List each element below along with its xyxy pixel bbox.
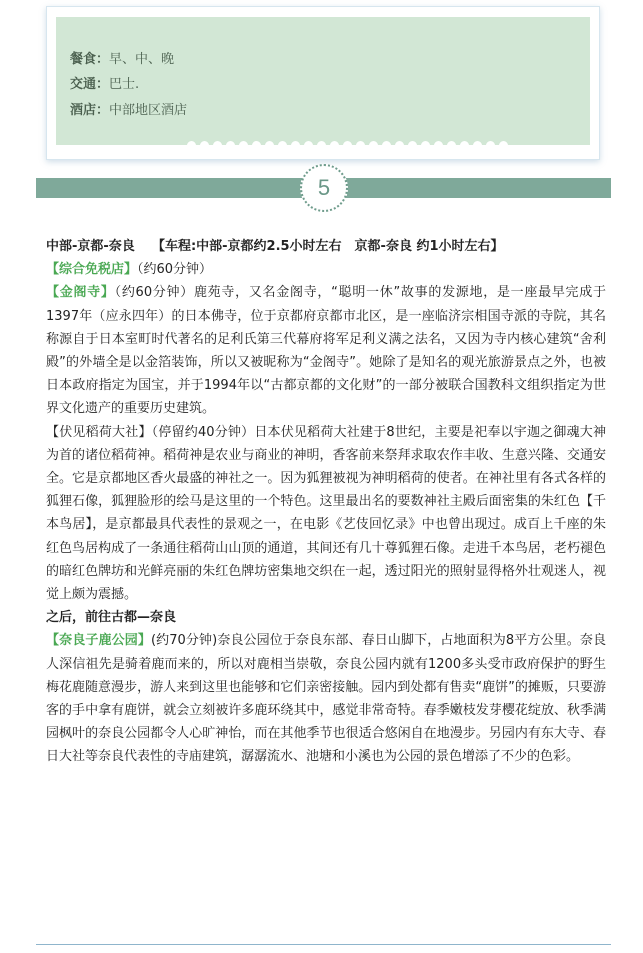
hotel-row: [70, 99, 187, 118]
paragraph-fushimi-inari: [46, 421, 606, 607]
route-heading: [46, 235, 606, 258]
section-number-badge: 5: [300, 164, 348, 212]
paragraph-duty-free: [46, 258, 606, 281]
decorative-dots: [187, 141, 508, 149]
paragraph-to-nara: [46, 606, 606, 629]
meals-row: [70, 48, 174, 67]
meals-value: 早、中、晚: [109, 52, 175, 67]
meals-label: 餐食：: [70, 52, 110, 67]
route-title: 中部-京都-奈良: [46, 239, 135, 254]
transfer-text: 之后，前往古都—奈良: [46, 610, 177, 626]
transport-row: [70, 73, 139, 92]
itinerary-content: [46, 235, 606, 769]
info-card: [46, 6, 600, 160]
spot-name-kinkakuji: 【金阁寺】: [46, 285, 115, 301]
spot-text-kinkakuji: （约60分钟）鹿苑寺，又名金阁寺，“聪明一休”故事的发源地，是一座最早完成于1397年（应永四年）的日本佛寺，位于京都府京都市北区，是一座临济宗相国寺派的寺院，其名称源自于日本室町时代著名的足利氏第三代幕府将军足利义满之法名，又因为寺内核心建筑“舍利殿”的外墙全是以金箔装饰，所以又被昵称为“金阁寺”。她除了是知名的观光旅游景点之外，也被日本政府指定为国宝，并于1994年以“古都京都的文化财”的一部分被联合国教科文组织指定为世界文化遗产的重要历史建筑。: [46, 285, 606, 417]
paragraph-kinkakuji: [46, 281, 606, 420]
spot-name-fushimi-inari: 【伏见稻荷大社】: [46, 424, 152, 440]
route-detail: 【车程:中部-京都约2.5小时左右 京都-奈良 约1小时左右】: [151, 239, 504, 254]
info-card-body: [56, 17, 590, 145]
bottom-divider: [36, 944, 611, 945]
hotel-value: 中部地区酒店: [109, 103, 188, 118]
spot-text-fushimi-inari: （停留约40分钟）日本伏见稻荷大社建于8世纪，主要是祀奉以宇迦之御魂大神为首的诸位稻荷神。稻荷神是农业与商业的神明，香客前来祭拜求取农作丰收、生意兴隆、交通安全。它是京都地区香火最盛的神社之一。因为狐狸被视为神明稻荷的使者。在神社里有各式各样的狐狸石像，狐狸脸形的绘马是这里的一个特色。这里最出名的要数神社主殿后面密集的朱红色【千本鸟居】，是京都最具代表性的景观之一，在电影《艺伎回忆录》中也曾出现过。成百上千座的朱红色鸟居构成了一条通往稻荷山山顶的通道，其间还有几十尊狐狸石像。走进千本鸟居，老朽褪色的暗红色牌坊和光鲜亮丽的朱红色牌坊密集地交织在一起，透过阳光的照射显得格外壮观迷人，视觉上颇为震撼。: [46, 424, 606, 603]
spot-name-duty-free: 【综合免税店】: [46, 262, 138, 278]
paragraph-nara-park: [46, 629, 606, 768]
spot-text-nara-park: (约70分钟)奈良公园位于奈良东部、春日山脚下，占地面积为8平方公里。奈良人深信祖先是骑着鹿而来的，所以对鹿相当崇敬，奈良公园内就有1200多头受市政府保护的野生梅花鹿随意漫步，游人来到这里也能够和它们亲密接触。园内到处都有售卖“鹿饼”的摊贩，只要游客的手中拿有鹿饼，就会立刻被许多鹿环绕其中，感觉非常奇特。春季嫩枝发芽樱花绽放、秋季满园枫叶的奈良公园都令人心旷神怡，而在其他季节也很适合悠闲自在地漫步。另园内有东大寺、春日大社等奈良代表性的寺庙建筑，潺潺流水、池塘和小溪也为公园的景色增添了不少的色彩。: [46, 633, 606, 765]
spot-name-nara-park: 【奈良子鹿公园】: [46, 633, 151, 649]
transport-value: 巴士.: [109, 77, 140, 92]
transport-label: 交通：: [70, 77, 110, 92]
spot-text-duty-free: （约60分钟）: [137, 262, 213, 278]
hotel-label: 酒店：: [70, 103, 110, 118]
